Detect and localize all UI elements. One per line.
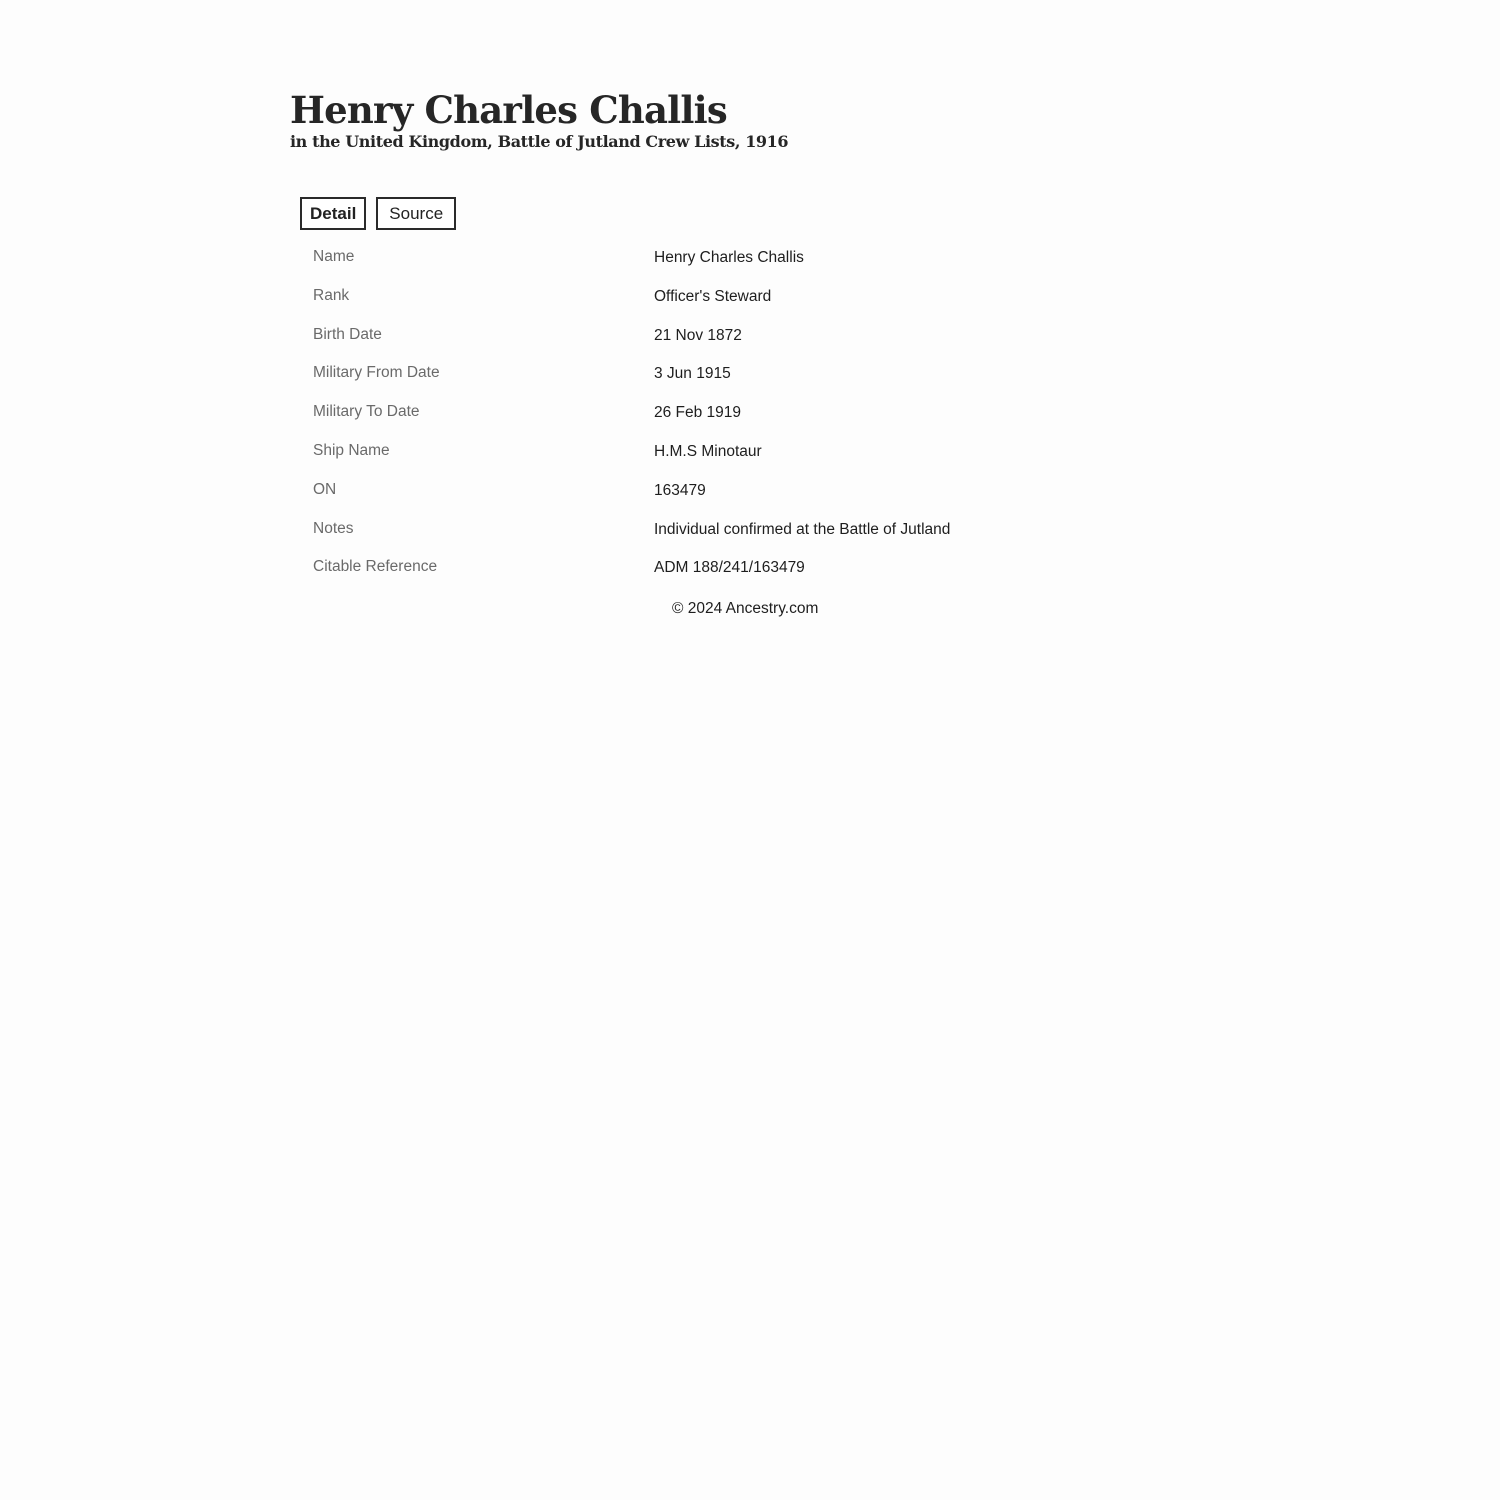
detail-value: 21 Nov 1872 <box>654 326 742 344</box>
detail-label: Name <box>313 248 355 265</box>
detail-row-on <box>313 481 1213 520</box>
detail-value: 163479 <box>654 481 706 499</box>
detail-value: H.M.S Minotaur <box>654 442 762 460</box>
detail-value: Officer's Steward <box>654 287 772 305</box>
detail-label: ON <box>313 480 337 498</box>
detail-value: 3 Jun 1915 <box>654 365 731 383</box>
detail-label: Military From Date <box>313 364 440 382</box>
tab-bar <box>300 197 456 230</box>
detail-label: Rank <box>313 286 350 304</box>
tab-detail[interactable]: Detail <box>300 197 366 230</box>
detail-label: Notes <box>313 519 354 537</box>
detail-label: Ship Name <box>313 441 390 459</box>
detail-row-birth-date <box>313 326 1213 365</box>
detail-row-ship-name <box>313 442 1213 481</box>
detail-row-citable-reference <box>313 558 1213 597</box>
detail-row-name <box>313 248 1213 287</box>
detail-label: Birth Date <box>313 325 382 343</box>
detail-value: 26 Feb 1919 <box>654 404 742 422</box>
detail-value: ADM 188/241/163479 <box>654 559 805 577</box>
copyright-notice: © 2024 Ancestry.com <box>672 600 819 617</box>
record-details-table <box>313 248 1213 597</box>
page-title: Henry Charles Challis <box>290 88 727 132</box>
detail-row-rank <box>313 287 1213 326</box>
collection-subtitle: in the United Kingdom, Battle of Jutland Crew Lists, 1916 <box>290 132 789 151</box>
detail-row-military-from-date <box>313 364 1213 403</box>
detail-value: Individual confirmed at the Battle of Jutland <box>654 520 951 538</box>
tab-source[interactable]: Source <box>376 197 456 230</box>
detail-label: Citable Reference <box>313 558 438 576</box>
detail-row-notes <box>313 520 1213 559</box>
detail-row-military-to-date <box>313 403 1213 442</box>
detail-value: Henry Charles Challis <box>654 249 804 266</box>
detail-label: Military To Date <box>313 403 420 421</box>
